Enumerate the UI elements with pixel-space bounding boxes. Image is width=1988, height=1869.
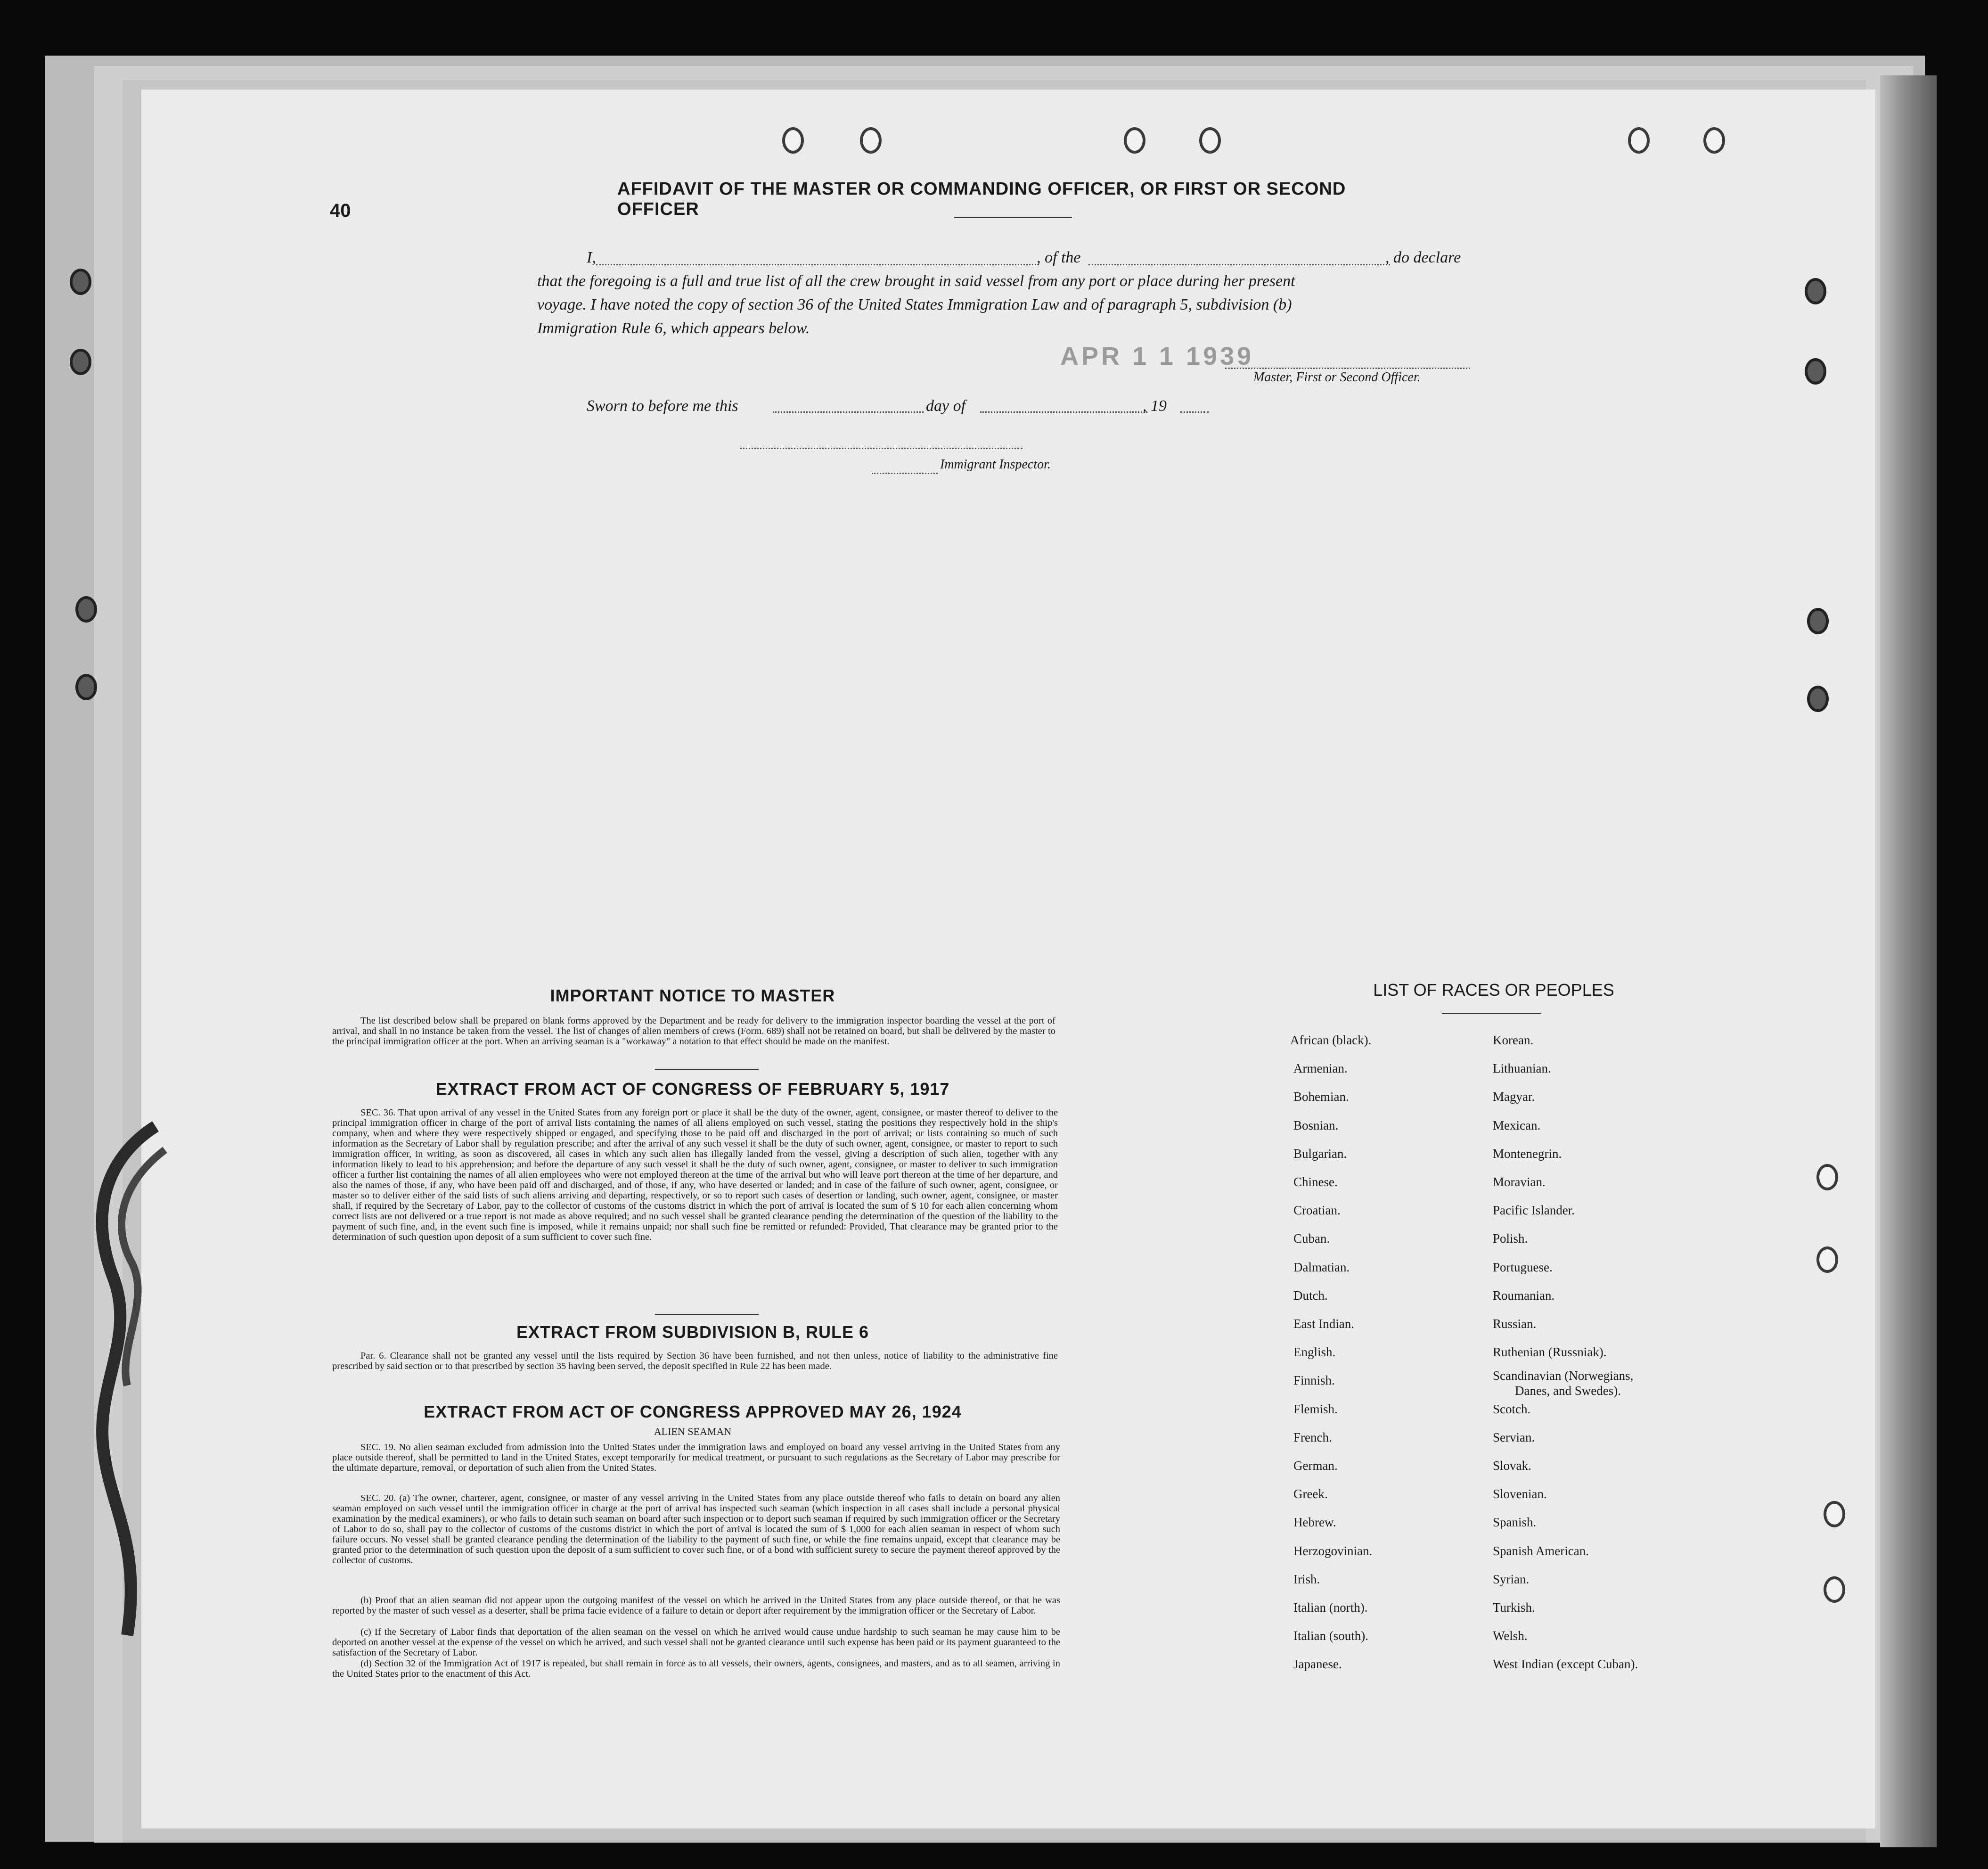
race-item: Servian. (1493, 1430, 1535, 1444)
month-blank[interactable] (980, 411, 1147, 413)
race-item: Hebrew. (1293, 1515, 1336, 1530)
race-item: Ruthenian (Russniak). (1493, 1345, 1607, 1360)
affidavit-title: AFFIDAVIT OF THE MASTER OR COMMANDING OFFICER, OR FIRST OR SECOND OFFICER (617, 179, 1346, 219)
race-item: Mexican. (1493, 1118, 1541, 1132)
extract3-sec19: SEC. 19. No alien seaman excluded from admission into the United States under the immigration laws and employed on board any vessel arriving in the United States from any place outside thereof, shall be permitted to land in the United States, except temporarily for medical treatment, or pursuant to such regulations as the Secretary of Labor may prescribe for the ultimate departure, removal, or deportation of such alien from the United States. (332, 1442, 1060, 1473)
race-item: Scandinavian (Norwegians, (1493, 1369, 1634, 1383)
section-rule (655, 1069, 759, 1070)
race-item: Irish. (1293, 1572, 1320, 1586)
race-item: Pacific Islander. (1493, 1203, 1575, 1218)
binder-hole (1816, 1246, 1838, 1273)
race-item: French. (1293, 1430, 1332, 1444)
binder-hole (860, 127, 882, 154)
race-item: Italian (south). (1293, 1629, 1368, 1643)
binder-hole (75, 596, 97, 623)
signature-blank[interactable] (1225, 368, 1470, 369)
binder-hole (1805, 278, 1826, 304)
show-through-date-stamp: APR 1 1 1939 (1060, 342, 1254, 370)
race-item: Cuban. (1293, 1231, 1330, 1246)
race-item: Armenian. (1293, 1061, 1348, 1076)
race-item: Croatian. (1293, 1203, 1341, 1218)
binder-hole (1124, 127, 1145, 154)
race-item: Magyar. (1493, 1090, 1535, 1104)
extract1-title: EXTRACT FROM ACT OF CONGRESS OF FEBRUARY 5, 1917 (435, 1079, 950, 1098)
binder-hole (1807, 608, 1829, 634)
marginal-number: 40 (330, 200, 351, 221)
day-blank[interactable] (773, 411, 924, 413)
extract2-title: EXTRACT FROM SUBDIVISION B, RULE 6 (516, 1322, 869, 1342)
race-item: Syrian. (1493, 1572, 1530, 1586)
binding-ribbon (85, 1122, 170, 1640)
races-rule (1442, 1013, 1541, 1014)
race-item: German. (1293, 1459, 1338, 1473)
race-item: West Indian (except Cuban). (1493, 1657, 1638, 1672)
race-item: Dutch. (1293, 1288, 1328, 1303)
race-item: Slovak. (1493, 1459, 1531, 1473)
race-item: Welsh. (1493, 1629, 1528, 1643)
extract2-text: Par. 6. Clearance shall not be granted any vessel until the lists required by Section 36 have been furnished, and not then unless, notice of liability to the administrative fine prescribed by said section or to that prescribed by section 35 having been served, the deposit specified in Rule 22 has been made. (332, 1351, 1058, 1371)
race-item: Turkish. (1493, 1600, 1535, 1615)
race-item: English. (1293, 1345, 1336, 1360)
notice-text: The list described below shall be prepared on blank forms approved by the Department and be ready for delivery to the immigration inspector boarding the vessel at the port of arrival, and shall in no instance be taken from the vessel. The list of changes of alien members of crews (Form. 689) shall not be retained on board, but shall be delivered by the master to the principal immigration officer at the port. When an arriving seaman is a "workaway" a notation to that effect should be made on the manifest. (332, 1016, 1055, 1047)
binder-hole (1824, 1576, 1845, 1603)
binder-hole (1199, 127, 1221, 154)
binder-hole (1816, 1164, 1838, 1190)
binder-hole (1703, 127, 1725, 154)
binder-hole (1805, 358, 1826, 385)
race-item: Scotch. (1493, 1402, 1531, 1416)
affidavit-of-the: , of the (1037, 249, 1081, 266)
race-item: Portuguese. (1493, 1260, 1553, 1274)
binder-hole (1628, 127, 1650, 154)
affidavit-i: I, (587, 249, 596, 266)
race-item: Japanese. (1293, 1657, 1342, 1672)
race-item: Bosnian. (1293, 1118, 1339, 1132)
race-item: Finnish. (1293, 1373, 1335, 1388)
extract3-title: EXTRACT FROM ACT OF CONGRESS APPROVED MAY 26, 1924 (424, 1402, 962, 1421)
race-item: Flemish. (1293, 1402, 1338, 1416)
notice-title: IMPORTANT NOTICE TO MASTER (550, 986, 835, 1005)
races-title: LIST OF RACES OR PEOPLES (1373, 980, 1614, 1000)
binder-hole (70, 269, 91, 295)
extract3-sec20c: (c) If the Secretary of Labor finds that deportation of the alien seaman on the vessel on which he arrived would cause undue hardship to such seaman he may cause him to be deported on another vessel at the expense of the vessel on which he arrived, and such vessel shall not be granted clearance until such expense has been paid or its payment guaranteed to the satisfaction of the Secretary of Labor. (332, 1627, 1060, 1658)
title-rule (954, 217, 1072, 218)
race-item: East Indian. (1293, 1317, 1354, 1331)
race-item: Roumanian. (1493, 1288, 1555, 1303)
day-of-text: day of (926, 397, 966, 415)
race-item: Bulgarian. (1293, 1146, 1347, 1161)
name-blank[interactable] (596, 264, 1039, 265)
race-item: Korean. (1493, 1033, 1534, 1047)
race-item: Italian (north). (1293, 1600, 1368, 1615)
inspector-signature-blank[interactable] (740, 448, 1023, 449)
binder-hole (1824, 1501, 1845, 1527)
extract3-sec20d: (d) Section 32 of the Immigration Act of 1917 is repealed, but shall remain in force as to all vessels, their owners, agents, consignees, and masters, and as to all seamen, arriving in the United States prior to the enactment of this Act. (332, 1658, 1060, 1679)
year-prefix: , 19 (1143, 397, 1167, 415)
affidavit-line-4: Immigration Rule 6, which appears below. (537, 320, 810, 337)
sworn-text: Sworn to before me this (587, 397, 738, 415)
section-rule (655, 1314, 759, 1315)
race-item: Russian. (1493, 1317, 1537, 1331)
binder-hole (782, 127, 804, 154)
race-item: Chinese. (1293, 1175, 1338, 1189)
extract3-sec20a: SEC. 20. (a) The owner, charterer, agent, consignee, or master of any vessel arriving in the United States from any place outside thereof who fails to detain on board any alien seaman employed on such vessel until the immigration officer in charge at the port of arrival has inspected such seaman (which inspection in all cases shall include a personal physical examination by the medical examiners), or who fails to detain such seaman on board after such inspection or to deport such seaman if required by such immigration officer or the Secretary of Labor to do so, shall pay to the collector of customs of the customs district in which the port of arrival is located the sum of $ 1,000 for each alien seaman in respect of whom such failure occurs. No vessel shall be granted clearance pending the determination of the liability to the payment of such fine, or while the fine remains unpaid, except that clearance may be granted prior to the determination of such question upon the deposit of a sum sufficient to cover such fine, or of a bond with sufficient surety to secure the payment thereof approved by the collector of customs. (332, 1493, 1060, 1566)
vessel-blank[interactable] (1088, 264, 1390, 265)
affidavit-line-3: voyage. I have noted the copy of section 36 of the United States Immigration Law and of paragraph 5, subdivision (b) (537, 296, 1292, 313)
binder-hole (70, 349, 91, 375)
race-item-continuation: Danes, and Swedes). (1515, 1384, 1621, 1398)
extract1-text: SEC. 36. That upon arrival of any vessel in the United States from any foreign port or place it shall be the duty of the owner, agent, consignee, or master thereof to deliver to the principal immigration officer in charge of the port of arrival lists containing the names of all aliens employed on such vessel, stating the positions they respectively hold in the ship's company, when and where they were respectively shipped or engaged, and specifying those to be paid off and discharged in the port of arrival; or lists containing so much of such information as the Secretary of Labor shall by regulation prescribe; and after the arrival of any such vessel it shall be the duty of such owner, agent, consignee, or master to report to such immigration officer, in writing, as soon as discovered, all cases in which any such alien has illegally landed from the vessel, giving a description of such alien, together with any information likely to lead to his apprehension; and before the departure of any such vessel it shall be the duty of such owner, agent, consignee, or master to deliver to such immigration officer a further list containing the names of all alien employees who were not employed thereon at the time of the arrival but who will leave port thereon at the time of her departure, and also the names of those, if any, who have been paid off and discharged, and of those, if any, who have deserted or landed; and in case of the failure of such owner, agent, consignee, or master so to deliver either of the said lists of such aliens arriving and departing, respectively, or so to report such cases of desertion or landing, such owner, agent, consignee, or master shall, if required by the Secretary of Labor, pay to the collector of customs of the customs district in which the port of arrival is located the sum of $ 10 for each alien concerning whom correct lists are not delivered or a true report is not made as above required; and no such vessel shall be granted clearance pending the determination of the question of the liability to the payment of such fine, and, in the event such fine is imposed, while it remains unpaid; nor shall such fine be remitted or refunded: Provided, That clearance may be granted prior to the determination of such question upon deposit of a sum sufficient to cover such fine. (332, 1107, 1058, 1242)
race-item: Spanish. (1493, 1515, 1537, 1530)
page-stack-edge (1880, 75, 1937, 1847)
race-item: Slovenian. (1493, 1487, 1547, 1501)
race-item: Herzogovinian. (1293, 1543, 1373, 1558)
inspector-label: Immigrant Inspector. (940, 457, 1051, 472)
binder-hole (75, 674, 97, 700)
race-item: African (black). (1290, 1033, 1372, 1047)
inspector-blank[interactable] (872, 473, 938, 474)
extract3-subtitle: ALIEN SEAMAN (654, 1426, 732, 1437)
race-item: Bohemian. (1293, 1090, 1349, 1104)
document-page (141, 90, 1875, 1828)
race-item: Lithuanian. (1493, 1061, 1551, 1076)
race-item: Greek. (1293, 1487, 1328, 1501)
race-item: Dalmatian. (1293, 1260, 1350, 1274)
affidavit-do-declare: , do declare (1385, 249, 1461, 266)
year-blank[interactable] (1180, 411, 1209, 413)
race-item: Polish. (1493, 1231, 1528, 1246)
race-item: Montenegrin. (1493, 1146, 1562, 1161)
race-item: Spanish American. (1493, 1543, 1589, 1558)
affidavit-line-2: that the foregoing is a full and true list of all the crew brought in said vessel from any port or place during her present (537, 272, 1295, 290)
binder-hole (1807, 686, 1829, 712)
signature-label: Master, First or Second Officer. (1253, 370, 1421, 385)
extract3-sec20b: (b) Proof that an alien seaman did not appear upon the outgoing manifest of the vessel on which he arrived in the United States from any place outside thereof, or that he was reported by the master of such vessel as a deserter, shall be prima facie evidence of a failure to detain or deport after requirement by the immigration officer or the Secretary of Labor. (332, 1595, 1060, 1616)
race-item: Moravian. (1493, 1175, 1546, 1189)
